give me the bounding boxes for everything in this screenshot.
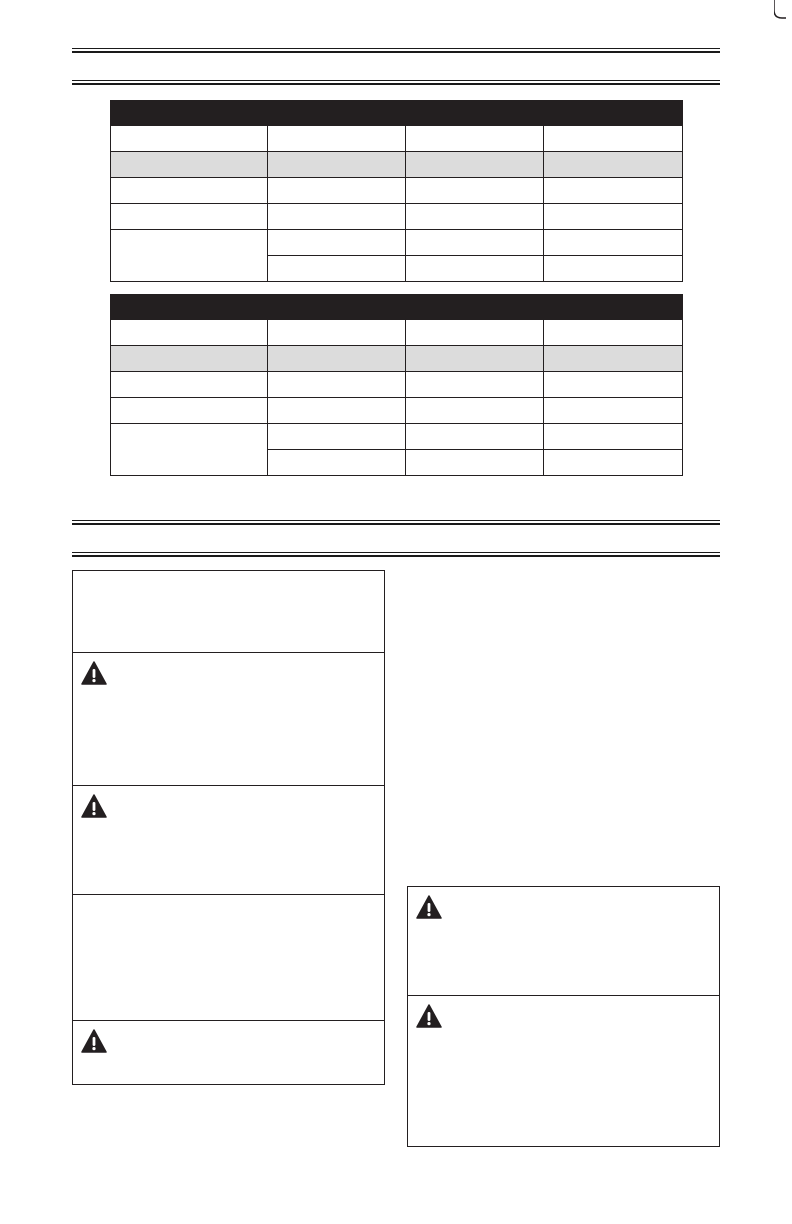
table-header-cell	[268, 295, 406, 320]
table-cell	[544, 230, 683, 256]
table-cell	[406, 320, 544, 346]
table-cell	[268, 204, 406, 230]
table-header-cell	[544, 101, 683, 126]
section-1-bottom-rule	[72, 80, 720, 85]
warning-panel	[408, 887, 719, 995]
table-cell	[544, 320, 683, 346]
table-cell	[268, 320, 406, 346]
right-column-text	[408, 570, 720, 870]
warning-icon	[81, 661, 107, 685]
table-row	[111, 424, 683, 450]
table-cell	[544, 178, 683, 204]
table-row-shaded	[111, 152, 683, 178]
table-cell	[544, 204, 683, 230]
table-cell	[111, 346, 268, 372]
table-header-cell	[406, 295, 544, 320]
table-cell	[406, 256, 544, 282]
table-cell-merged	[111, 230, 268, 282]
table-cell	[268, 230, 406, 256]
table-cell	[406, 230, 544, 256]
table-row	[111, 320, 683, 346]
table-header-row	[111, 101, 683, 126]
table-cell	[544, 126, 683, 152]
page-edge-mark	[774, 0, 786, 20]
warning-icon	[416, 1004, 442, 1028]
section-1-title	[72, 58, 720, 76]
table-row	[111, 372, 683, 398]
table-cell	[268, 372, 406, 398]
table-cell	[406, 450, 544, 476]
table-cell	[406, 398, 544, 424]
warning-icon	[81, 1029, 107, 1053]
warning-panel	[73, 652, 384, 786]
table-header-row	[111, 295, 683, 320]
table-header-cell	[544, 295, 683, 320]
table-row-shaded	[111, 346, 683, 372]
table-cell	[544, 346, 683, 372]
right-warning-box	[407, 886, 720, 1147]
table-cell	[111, 204, 268, 230]
section-1-top-rule	[72, 48, 720, 53]
table-cell	[544, 424, 683, 450]
table-cell	[406, 204, 544, 230]
table-cell	[544, 256, 683, 282]
section-2-bottom-rule	[72, 552, 720, 557]
table-cell	[268, 152, 406, 178]
table-row	[111, 398, 683, 424]
table-cell	[111, 398, 268, 424]
section-2-top-rule	[72, 520, 720, 525]
table-cell	[544, 152, 683, 178]
table-cell	[268, 424, 406, 450]
table-header-cell	[111, 295, 268, 320]
table-cell	[111, 152, 268, 178]
warning-panel	[73, 785, 384, 895]
spec-table-2	[110, 294, 683, 476]
table-cell-merged	[111, 424, 268, 476]
left-notice-box	[72, 570, 385, 1085]
table-cell	[406, 372, 544, 398]
table-cell	[406, 424, 544, 450]
table-cell	[268, 346, 406, 372]
table-cell	[544, 450, 683, 476]
table-cell	[406, 152, 544, 178]
table-cell	[406, 126, 544, 152]
warning-icon	[81, 794, 107, 818]
table-cell	[406, 346, 544, 372]
table-cell	[544, 398, 683, 424]
table-cell	[406, 178, 544, 204]
table-cell	[268, 398, 406, 424]
table-row	[111, 230, 683, 256]
table-row	[111, 178, 683, 204]
warning-panel	[73, 1020, 384, 1085]
spec-table-1	[110, 100, 683, 282]
table-cell	[544, 372, 683, 398]
table-cell	[268, 450, 406, 476]
warning-icon	[416, 895, 442, 919]
table-row	[111, 204, 683, 230]
table-cell	[111, 178, 268, 204]
notice-panel	[73, 894, 384, 1021]
table-row	[111, 126, 683, 152]
table-cell	[268, 178, 406, 204]
table-cell	[268, 126, 406, 152]
warning-panel	[408, 995, 719, 1147]
notice-panel	[73, 571, 384, 652]
section-2-title	[72, 530, 720, 548]
table-header-cell	[111, 101, 268, 126]
table-cell	[268, 256, 406, 282]
table-header-cell	[268, 101, 406, 126]
table-cell	[111, 126, 268, 152]
table-cell	[111, 320, 268, 346]
table-header-cell	[406, 101, 544, 126]
table-cell	[111, 372, 268, 398]
